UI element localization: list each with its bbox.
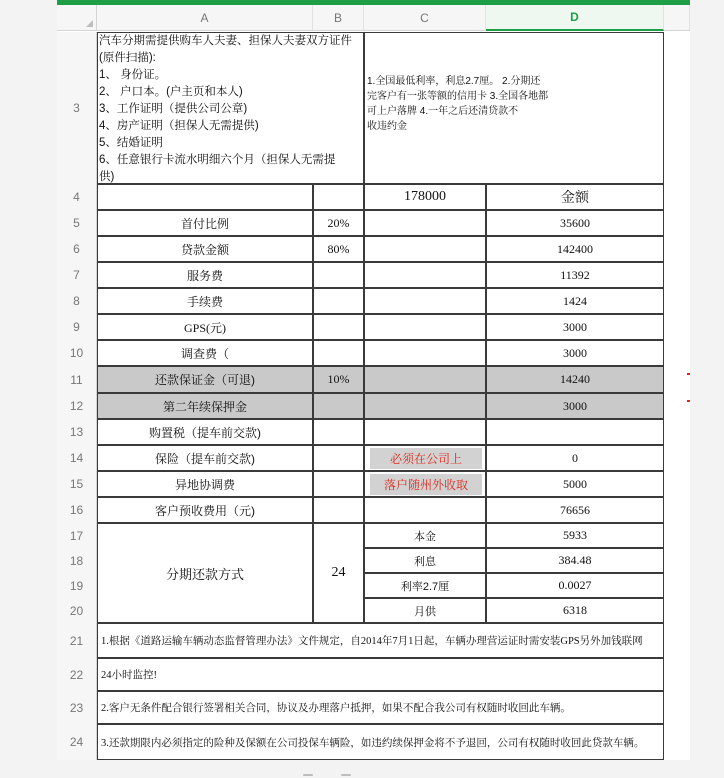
installment-item-value[interactable]: 384.48	[486, 548, 664, 573]
amount-cell[interactable]	[486, 419, 664, 445]
row-header-6[interactable]: 6	[57, 236, 97, 262]
doc-line: 6、任意银行卡流水明细六个月（担保人无需提	[99, 154, 336, 166]
installment-item-label[interactable]: 利息	[364, 548, 486, 573]
benefit-line: 1.全国最低利率，利息2.7厘。 2.分期还	[367, 76, 541, 87]
row-header-19[interactable]: 19	[57, 573, 97, 598]
percent-cell[interactable]	[313, 288, 364, 314]
percent-cell[interactable]	[313, 471, 364, 497]
comment-indicator-icon	[687, 400, 690, 402]
fee-label-cell-highlighted[interactable]: 第二年续保押金	[97, 393, 313, 419]
amount-cell[interactable]: 11392	[486, 262, 664, 288]
fee-label-cell[interactable]: 服务费	[97, 262, 313, 288]
installment-item-label[interactable]: 月供	[364, 598, 486, 623]
row-header-3[interactable]: 3	[57, 32, 97, 184]
amount-cell[interactable]: 1424	[486, 288, 664, 314]
benefit-line: 收违约金	[367, 121, 407, 132]
row-header-12[interactable]: 12	[57, 393, 97, 419]
select-all-triangle-icon	[86, 20, 93, 27]
column-header-b[interactable]: B	[313, 5, 364, 31]
row-header-21[interactable]: 21	[57, 623, 97, 658]
cell-c5[interactable]	[364, 210, 486, 236]
amount-cell[interactable]: 35600	[486, 210, 664, 236]
amount-header-cell[interactable]: 金额	[486, 184, 664, 210]
loan-benefits-text	[364, 74, 664, 134]
doc-line: (原件扫描):	[99, 52, 156, 64]
note-row-23[interactable]: 2.客户无条件配合银行签署相关合同，协议及办理落户抵押，如果不配合我公司有权随时收回此车辆。	[97, 691, 664, 724]
row-header-10[interactable]: 10	[57, 340, 97, 366]
cell-c14[interactable]	[364, 445, 486, 471]
cell-c6[interactable]	[364, 236, 486, 262]
amount-cell[interactable]: 142400	[486, 236, 664, 262]
row-header-17[interactable]: 17	[57, 523, 97, 548]
doc-line: 1、 身份证。	[99, 69, 167, 81]
fee-label-cell-highlighted[interactable]: 还款保证金（可退)	[97, 366, 313, 393]
percent-cell[interactable]	[313, 262, 364, 288]
percent-cell[interactable]	[313, 314, 364, 340]
total-prepaid-cell[interactable]: 76656	[486, 497, 664, 523]
amount-cell[interactable]: 3000	[486, 340, 664, 366]
doc-line: 汽车分期需提供购车人夫妻、担保人夫妻双方证件	[99, 35, 352, 47]
row-header-13[interactable]: 13	[57, 419, 97, 445]
installment-item-value[interactable]: 5933	[486, 523, 664, 548]
doc-line: 5、结婚证明	[99, 137, 163, 149]
doc-line: 2、 户口本。(户主页和本人)	[99, 86, 243, 98]
row-header-5[interactable]: 5	[57, 210, 97, 236]
comment-indicator-icon	[687, 373, 690, 375]
doc-line: 4、房产证明（担保人无需提供)	[99, 120, 259, 132]
percent-cell[interactable]	[313, 445, 364, 471]
amount-cell-highlighted[interactable]: 14240	[486, 366, 664, 393]
column-header-d[interactable]: D	[486, 5, 664, 31]
scroll-indicator[interactable]	[303, 774, 313, 776]
car-price-cell[interactable]: 178000	[364, 184, 486, 210]
warning-note-relocation: 落户随州外收取	[370, 474, 482, 495]
amount-cell[interactable]: 3000	[486, 314, 664, 340]
row-header-22[interactable]: 22	[57, 658, 97, 691]
row-header-4[interactable]: 4	[57, 184, 97, 210]
column-header-e[interactable]	[664, 5, 690, 31]
percent-cell[interactable]: 80%	[313, 236, 364, 262]
cell-c13[interactable]	[364, 419, 486, 445]
doc-line: 供)	[99, 171, 115, 183]
note-row-21[interactable]: 1.根据《道路运输车辆动态监督管理办法》文件规定，自2014年7月1日起，车辆办理营运证时需安装GPS另外加钱联网	[97, 623, 664, 658]
cell-c7[interactable]	[364, 262, 486, 288]
cell-c10[interactable]	[364, 340, 486, 366]
select-all-corner[interactable]	[57, 5, 97, 31]
fee-label-cell[interactable]: 购置税（提车前交款)	[97, 419, 313, 445]
percent-cell[interactable]: 20%	[313, 210, 364, 236]
column-header-a[interactable]: A	[97, 5, 313, 31]
column-header-c[interactable]: C	[364, 5, 486, 31]
benefit-line: 可上户落牌 4.一年之后还清贷款不	[367, 106, 519, 117]
fee-label-cell[interactable]: 首付比例	[97, 210, 313, 236]
note-row-24[interactable]: 3.还款期限内必须指定的险种及保额在公司投保车辆险，如违约续保押金将不予退回，公司有权随时收回此贷款车辆。	[97, 724, 664, 760]
cell-c15[interactable]	[364, 471, 486, 497]
row-header-7[interactable]: 7	[57, 262, 97, 288]
scroll-indicator[interactable]	[341, 774, 351, 776]
cell-c8[interactable]	[364, 288, 486, 314]
cell-a4[interactable]	[97, 184, 313, 210]
fee-label-cell[interactable]: 贷款金额	[97, 236, 313, 262]
installment-item-value[interactable]: 0.0027	[486, 573, 664, 598]
row-header-23[interactable]: 23	[57, 691, 97, 724]
doc-line: 3、工作证明（提供公司公章)	[99, 103, 248, 115]
note-row-22[interactable]: 24小时监控!	[97, 658, 664, 691]
fee-label-cell[interactable]: 异地协调费	[97, 471, 313, 497]
cell-c12[interactable]	[364, 393, 486, 419]
installment-item-label[interactable]: 利率2.7厘	[364, 573, 486, 598]
cell-b4[interactable]	[313, 184, 364, 210]
fee-label-cell[interactable]: 调查费（	[97, 340, 313, 366]
cell-c9[interactable]	[364, 314, 486, 340]
row-header-18[interactable]: 18	[57, 548, 97, 573]
required-documents-text	[97, 32, 364, 184]
row-header-8[interactable]: 8	[57, 288, 97, 314]
fee-label-cell[interactable]: 保险（提车前交款)	[97, 445, 313, 471]
fee-label-cell[interactable]: GPS(元)	[97, 314, 313, 340]
cell-c16[interactable]	[364, 497, 486, 523]
percent-cell[interactable]	[313, 340, 364, 366]
row-header-11[interactable]: 11	[57, 366, 97, 393]
fee-label-cell[interactable]: 客户预收费用（元)	[97, 497, 313, 523]
warning-note-insurance: 必须在公司上	[370, 448, 482, 469]
amount-cell[interactable]: 5000	[486, 471, 664, 497]
percent-cell[interactable]	[313, 419, 364, 445]
installment-item-value[interactable]: 6318	[486, 598, 664, 623]
row-header-14[interactable]: 14	[57, 445, 97, 471]
benefit-line: 完客户有一张等额的信用卡 3.全国各地都	[367, 91, 549, 102]
percent-cell[interactable]	[313, 497, 364, 523]
installment-months-cell[interactable]: 24	[313, 523, 364, 623]
row-header-20[interactable]: 20	[57, 598, 97, 623]
installment-label-cell[interactable]: 分期还款方式	[97, 523, 313, 623]
row-header-9[interactable]: 9	[57, 314, 97, 340]
percent-cell-highlighted[interactable]: 10%	[313, 366, 364, 393]
row-header-24[interactable]: 24	[57, 724, 97, 760]
amount-cell[interactable]: 0	[486, 445, 664, 471]
percent-cell-highlighted[interactable]	[313, 393, 364, 419]
amount-cell-highlighted[interactable]: 3000	[486, 393, 664, 419]
row-header-15[interactable]: 15	[57, 471, 97, 497]
installment-item-label[interactable]: 本金	[364, 523, 486, 548]
cell-c11[interactable]	[364, 366, 486, 393]
row-header-16[interactable]: 16	[57, 497, 97, 523]
fee-label-cell[interactable]: 手续费	[97, 288, 313, 314]
